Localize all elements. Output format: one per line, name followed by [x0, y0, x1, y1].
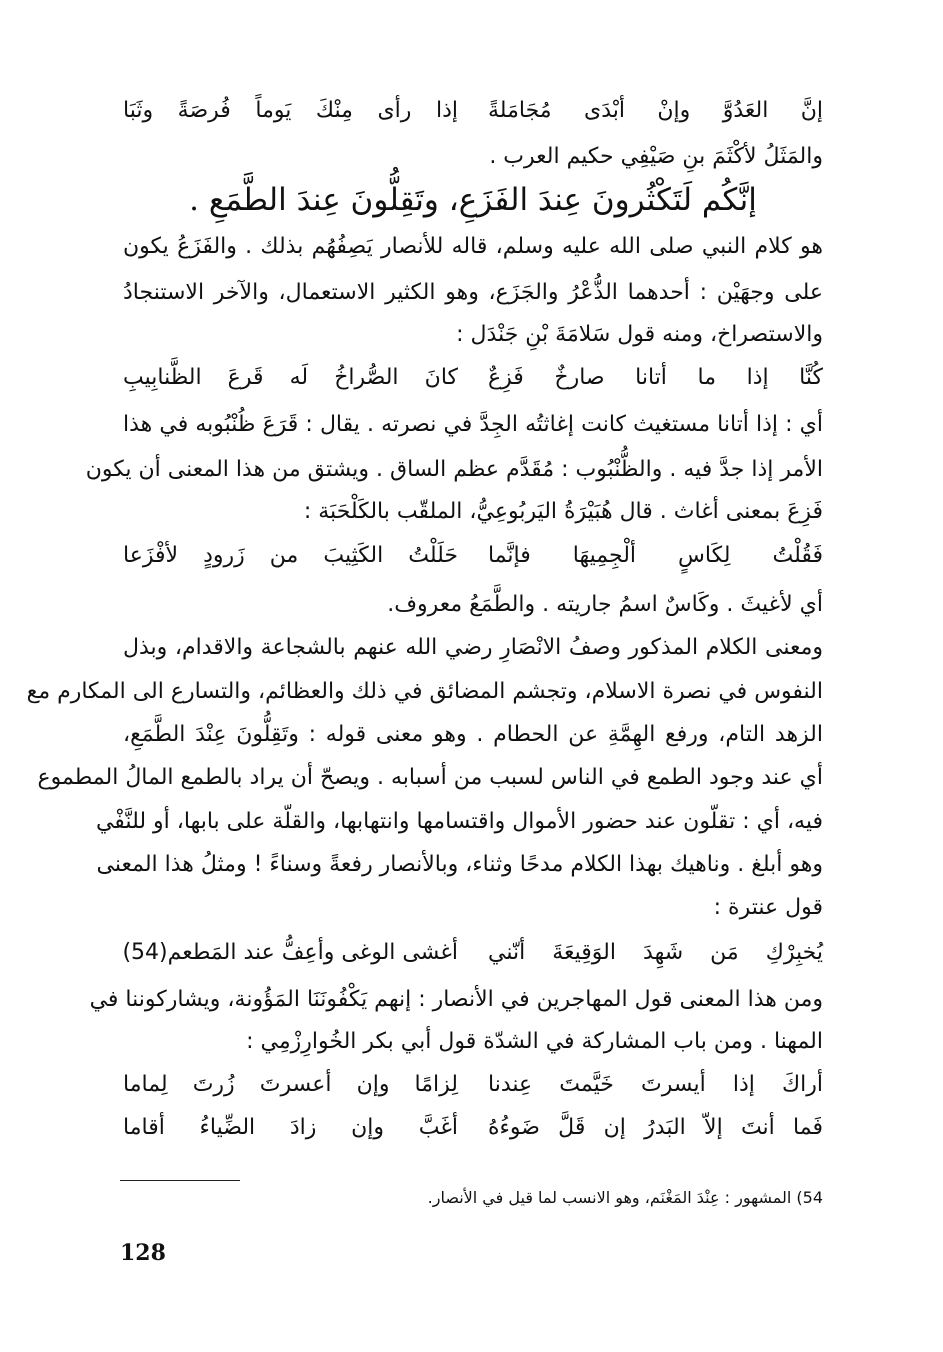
paragraph-line: والاستصراخ، ومنه قول سَلامَةَ بْنِ جَنْدَل :	[456, 322, 823, 347]
verse-first-hemistich: إنَّ العَدُوَّ وإنْ أبْدَى مُجَامَلةً	[488, 98, 823, 123]
paragraph-line: هو كلام النبي صلى الله عليه وسلم، قاله للأنصار يَصِفُهُم بذلك . والفَزَعُ يكون	[123, 234, 823, 259]
footnote: 54) المشهور : عِنْدَ المَغْنَم، وهو الانسب لما قيل في الأنصار.	[427, 1188, 823, 1207]
paragraph-line: على وجهَيْن : أحدهما الذُّعْرُ والجَزَع، وهو الكثير الاستعمال، والآخر الاستنجادُ	[123, 280, 823, 305]
paragraph-line: أي : إذا أتانا مستغيث كانت إغاثتُه الجِدَّ في نصرته . يقال : قَرَعَ ظُنْبُوبه في هذا	[123, 412, 823, 437]
verse-first-hemistich: أراكَ إذا أيسرتَ خَيَّمتَ عِندنا	[488, 1072, 823, 1097]
paragraph-line: المهنا . ومن باب المشاركة في الشدّة قول أبي بكر الخُوارِزْمِي :	[246, 1029, 823, 1054]
paragraph-line: فَزِعَ بمعنى أغاث . قال هُبَيْرَةُ اليَربُوعِيُّ، الملقّب بالكَلْحَبَة :	[303, 499, 823, 524]
paragraph-line: النفوس في نصرة الاسلام، وتجشم المضائق في ذلك والعظائم، والتسارع الى المكارم مع	[26, 679, 823, 704]
verse-second-hemistich: أغشى الوغى وأعِفُّ عند المَطعم(54)	[122, 940, 458, 965]
paragraph-line: أي لأغيثَ . وكَاسٌ اسمُ جاريته . والطَّمَعُ معروف.	[387, 592, 823, 617]
paragraph-line: ومعنى الكلام المذكور وصفُ الانْصَارِ رضي الله عنهم بالشجاعة والاقدام، وبذل	[123, 635, 823, 660]
verse-line	[123, 365, 823, 399]
verse-line	[123, 940, 823, 974]
verse-second-hemistich: أغَبَّ وإن زادَ الضِّياءُ أقاما	[123, 1115, 458, 1140]
proverb-heading: إنَّكُم لَتَكْثُرونَ عِندَ الفَزَعِ، وتَقِلُّونَ عِندَ الطَّمَعِ .	[189, 182, 757, 218]
verse-line	[123, 543, 823, 577]
verse-line	[123, 1072, 823, 1106]
verse-second-hemistich: إذا رأى مِنْكَ يَوماً فُرصَةً وثَبَا	[123, 98, 458, 123]
verse-line	[123, 1115, 823, 1149]
verse-second-hemistich: حَلَلْتُ الكَثِيبَ من زَرودٍ لأفْزَعا	[123, 543, 458, 568]
paragraph-line: أي عند وجود الطمع في الناس لسبب من أسبابه . ويصحّ أن يراد بالطمع المالُ المطموع	[37, 765, 823, 790]
paragraph-line: الزهد التام، ورفع الهِمَّةِ عن الحطام . وهو معنى قوله : وتَقِلُّونَ عِنْدَ الطَّمَعِ،	[123, 722, 823, 747]
verse-first-hemistich: فَما أنتَ إلاّ البَدرُ إن قَلَّ ضَوءُهُ	[488, 1115, 823, 1140]
paragraph-line: وهو أبلغ . وناهيك بهذا الكلام مدحًا وثناء، وبالأنصار رفعةً وسناءً ! ومثلُ هذا المعنى	[96, 852, 823, 877]
footnote-divider	[120, 1180, 240, 1181]
verse-line	[123, 98, 823, 132]
paragraph-line: ومن هذا المعنى قول المهاجرين في الأنصار : إنهم يَكْفُونَنَا المَؤُونة، ويشاركوننا في	[89, 987, 823, 1012]
verse-first-hemistich: كُنَّا إذا ما أتانا صارخٌ فَزِعٌ	[488, 365, 823, 390]
verse-first-hemistich: يُخبِرْكِ مَن شَهِدَ الوَقِيعَةَ أنّني	[488, 940, 823, 965]
verse-second-hemistich: كانَ الصُّراخُ لَه قَرعَ الظَّنابِيبِ	[123, 365, 458, 390]
attribution-line: والمَثَلُ لأكْثَمَ بنِ صَيْفِي حكيم العرب .	[489, 144, 823, 169]
verse-first-hemistich: فَقُلْتُ لِكَاسٍ ألْجِمِيهَا فإنَّما	[488, 543, 823, 568]
paragraph-line: الأمر إذا جدَّ فيه . والظُّنْبُوب : مُقَدَّم عظم الساق . ويشتق من هذا المعنى أن يكون	[85, 457, 823, 482]
page-number: 128	[120, 1240, 166, 1266]
verse-second-hemistich: لِزامًا وإن أعسرتَ زُرتَ لِماما	[123, 1072, 458, 1097]
paragraph-line: قول عنترة :	[713, 895, 823, 920]
paragraph-line: فيه، أي : تقلّون عند حضور الأموال واقتسامها وانتهابها، والقلّة على بابها، أو للنَّفْي	[95, 809, 823, 834]
